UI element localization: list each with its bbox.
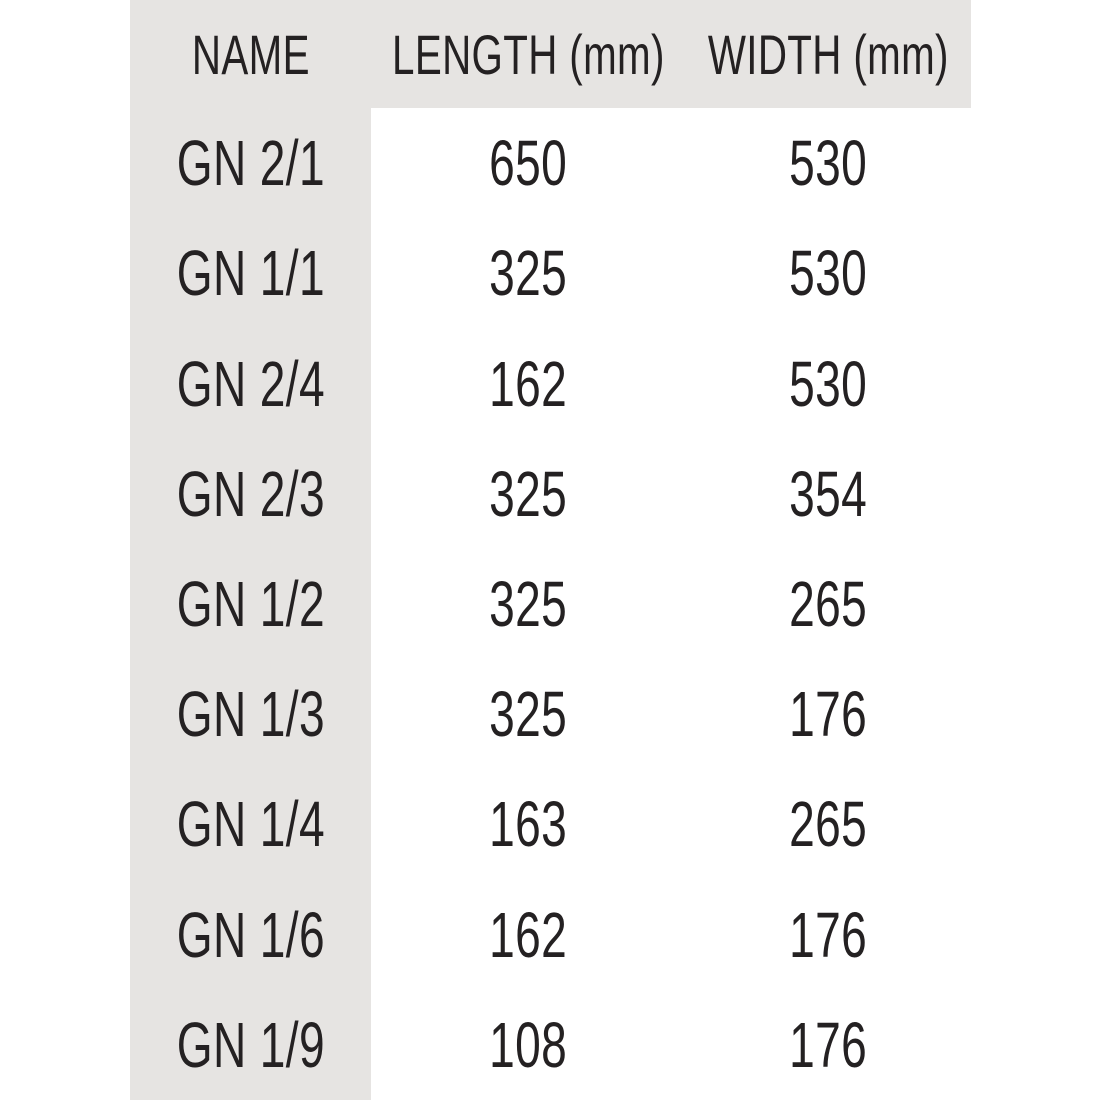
column-header-name xyxy=(130,0,371,108)
cell-width xyxy=(685,769,971,879)
row-width-value: 530 xyxy=(789,237,867,310)
cell-name xyxy=(130,439,371,549)
row-length-value: 108 xyxy=(489,1008,567,1081)
row-width-value: 530 xyxy=(789,127,867,200)
cell-length xyxy=(371,769,685,879)
table-row-gn-1-2 xyxy=(130,549,971,659)
cell-length xyxy=(371,218,685,328)
row-name-label: GN 2/4 xyxy=(176,347,325,420)
row-width-value: 265 xyxy=(789,788,867,861)
cell-name xyxy=(130,880,371,990)
cell-width xyxy=(685,439,971,549)
table-row-gn-1-3 xyxy=(130,659,971,769)
row-name-label: GN 1/2 xyxy=(176,567,325,640)
row-name-label: GN 1/1 xyxy=(176,237,325,310)
size-table xyxy=(130,0,971,1100)
row-name-label: GN 1/3 xyxy=(176,678,325,751)
cell-width xyxy=(685,328,971,438)
cell-length xyxy=(371,549,685,659)
table-row-gn-1-9 xyxy=(130,990,971,1100)
table-row-gn-2-1 xyxy=(130,108,971,218)
table-row-gn-2-3 xyxy=(130,439,971,549)
row-width-value: 354 xyxy=(789,457,867,530)
cell-length xyxy=(371,328,685,438)
row-length-value: 325 xyxy=(489,237,567,310)
column-header-length-label: LENGTH (mm) xyxy=(391,22,665,86)
row-length-value: 325 xyxy=(489,457,567,530)
table-header-row xyxy=(130,0,971,108)
row-width-value: 530 xyxy=(789,347,867,420)
cell-width xyxy=(685,108,971,218)
cell-name xyxy=(130,549,371,659)
row-width-value: 176 xyxy=(789,898,867,971)
column-header-width xyxy=(685,0,971,108)
row-name-label: GN 1/9 xyxy=(176,1008,325,1081)
cell-name xyxy=(130,328,371,438)
row-length-value: 325 xyxy=(489,567,567,640)
row-width-value: 176 xyxy=(789,1008,867,1081)
row-length-value: 162 xyxy=(489,347,567,420)
column-header-width-label: WIDTH (mm) xyxy=(707,22,949,86)
row-length-value: 162 xyxy=(489,898,567,971)
row-name-label: GN 1/6 xyxy=(176,898,325,971)
cell-length xyxy=(371,990,685,1100)
cell-length xyxy=(371,880,685,990)
row-length-value: 163 xyxy=(489,788,567,861)
cell-length xyxy=(371,108,685,218)
table-row-gn-1-1 xyxy=(130,218,971,328)
cell-width xyxy=(685,218,971,328)
cell-name xyxy=(130,659,371,769)
table-row-gn-1-4 xyxy=(130,769,971,879)
cell-width xyxy=(685,659,971,769)
column-header-length xyxy=(371,0,685,108)
column-header-name-label: NAME xyxy=(191,22,310,86)
cell-width xyxy=(685,880,971,990)
row-length-value: 650 xyxy=(489,127,567,200)
cell-width xyxy=(685,990,971,1100)
table-row-gn-2-4 xyxy=(130,328,971,438)
cell-length xyxy=(371,439,685,549)
row-name-label: GN 2/1 xyxy=(176,127,325,200)
cell-width xyxy=(685,549,971,659)
cell-name xyxy=(130,990,371,1100)
cell-name xyxy=(130,108,371,218)
row-name-label: GN 2/3 xyxy=(176,457,325,530)
row-width-value: 265 xyxy=(789,567,867,640)
cell-name xyxy=(130,769,371,879)
table-row-gn-1-6 xyxy=(130,880,971,990)
row-name-label: GN 1/4 xyxy=(176,788,325,861)
cell-length xyxy=(371,659,685,769)
row-length-value: 325 xyxy=(489,678,567,751)
cell-name xyxy=(130,218,371,328)
row-width-value: 176 xyxy=(789,678,867,751)
